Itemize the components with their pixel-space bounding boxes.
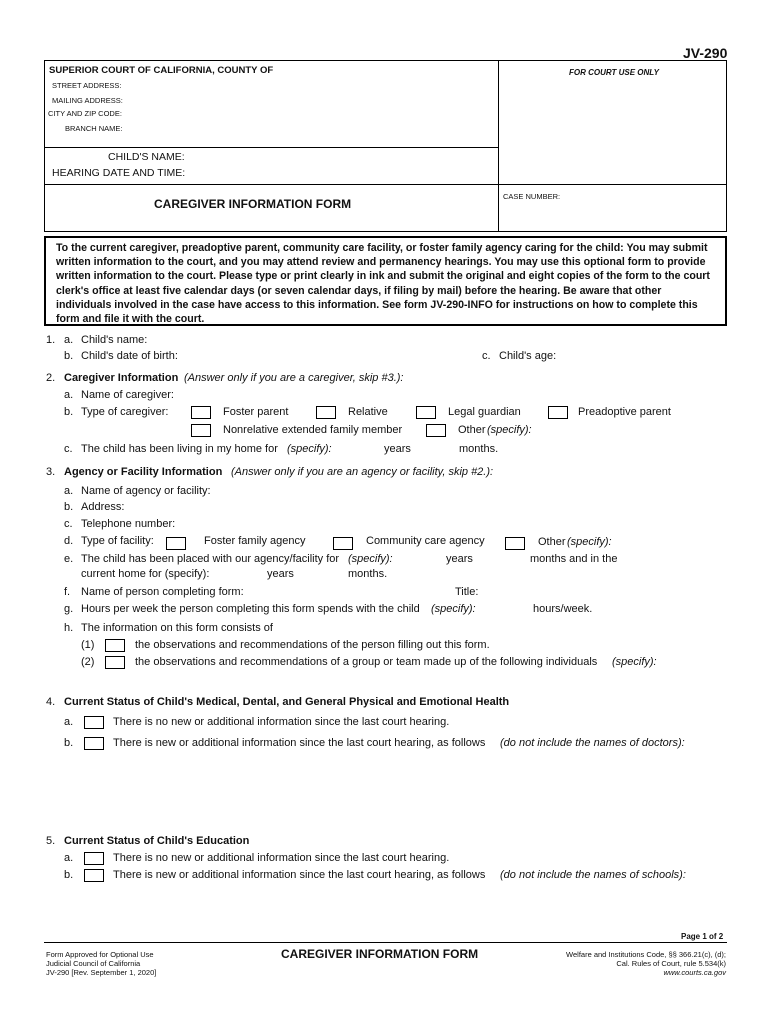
form-number: JV-290 bbox=[683, 45, 728, 61]
facility-type-label: Type of facility: bbox=[81, 535, 154, 547]
foster-parent-label: Foster parent bbox=[223, 406, 289, 418]
header-divider bbox=[498, 60, 499, 232]
preadoptive-parent-checkbox[interactable] bbox=[548, 406, 568, 419]
section1-a-label: a. bbox=[64, 334, 74, 346]
section2-b-label: b. bbox=[64, 406, 74, 418]
hearing-date-label: HEARING DATE AND TIME: bbox=[52, 167, 186, 179]
section3-c-label: c. bbox=[64, 518, 73, 530]
foster-agency-checkbox[interactable] bbox=[166, 537, 186, 550]
section2-title: Caregiver Information bbox=[64, 372, 179, 384]
court-use-only-label: FOR COURT USE ONLY bbox=[569, 68, 659, 77]
section5-a-label: a. bbox=[64, 852, 74, 864]
section3-g-label: g. bbox=[64, 603, 74, 615]
relative-checkbox[interactable] bbox=[316, 406, 336, 419]
section2-number: 2. bbox=[46, 372, 56, 384]
group-observations-checkbox[interactable] bbox=[105, 656, 125, 669]
section1-c-label: c. bbox=[482, 350, 491, 362]
section4-number: 4. bbox=[46, 696, 56, 708]
caregiver-other-label: Other bbox=[458, 424, 486, 436]
h1-label: (1) bbox=[81, 639, 95, 651]
section4-title: Current Status of Child's Medical, Dental, and General Physical and Emotional Health bbox=[64, 696, 510, 708]
section4-b-label: b. bbox=[64, 737, 74, 749]
case-number-label: CASE NUMBER: bbox=[503, 192, 561, 201]
section1-b-label: b. bbox=[64, 350, 74, 362]
preadoptive-parent-label: Preadoptive parent bbox=[578, 406, 671, 418]
education-no-new-info-label: There is no new or additional information since the last court hearing. bbox=[113, 852, 450, 864]
education-new-info-label: There is new or additional information since the last court hearing, as follows bbox=[113, 869, 486, 881]
agency-name-label: Name of agency or facility: bbox=[81, 485, 211, 497]
agency-address-label: Address: bbox=[81, 501, 125, 513]
branch-name-label: BRANCH NAME: bbox=[65, 124, 123, 133]
footer-rule bbox=[44, 942, 727, 943]
person-completing-label: Name of person completing form: bbox=[81, 586, 244, 598]
living-duration-label: The child has been living in my home for bbox=[81, 443, 278, 455]
section3-f-label: f. bbox=[64, 586, 71, 598]
footer-rules: Cal. Rules of Court, rule 5.534(k) bbox=[616, 959, 726, 968]
group-observations-specify: (specify): bbox=[612, 656, 657, 668]
information-consists-label: The information on this form consists of bbox=[81, 622, 273, 634]
footer-revision: JV-290 [Rev. September 1, 2020] bbox=[46, 968, 157, 977]
living-duration-specify: (specify): bbox=[287, 443, 332, 455]
placement-years-label: years bbox=[446, 553, 473, 565]
footer-title: CAREGIVER INFORMATION FORM bbox=[281, 947, 479, 961]
section2-title-note: (Answer only if you are a caregiver, skip #3.): bbox=[184, 372, 404, 384]
mailing-address-label: MAILING ADDRESS: bbox=[52, 96, 123, 105]
caregiver-type-label: Type of caregiver: bbox=[81, 406, 169, 418]
section3-b-label: b. bbox=[64, 501, 74, 513]
court-info-bottom-line bbox=[44, 147, 499, 148]
caregiver-name-label: Name of caregiver: bbox=[81, 389, 174, 401]
health-new-info-note: (do not include the names of doctors): bbox=[500, 737, 685, 749]
page-number: Page 1 of 2 bbox=[681, 932, 724, 941]
individual-observations-label: the observations and recommendations of the person filling out this form. bbox=[135, 639, 490, 651]
hours-per-week-label: Hours per week the person completing this form spends with the child bbox=[81, 603, 420, 615]
community-care-label: Community care agency bbox=[366, 535, 485, 547]
facility-other-checkbox[interactable] bbox=[505, 537, 525, 550]
education-new-info-note: (do not include the names of schools): bbox=[500, 869, 686, 881]
section5-number: 5. bbox=[46, 835, 56, 847]
child-info-bottom-line bbox=[44, 184, 727, 185]
group-observations-label: the observations and recommendations of a group or team made up of the following individuals bbox=[135, 656, 598, 668]
caregiver-other-checkbox[interactable] bbox=[426, 424, 446, 437]
living-months-label: months. bbox=[459, 443, 499, 455]
current-home-label: current home for (specify): bbox=[81, 568, 210, 580]
childs-name-field-label: Child's name: bbox=[81, 334, 148, 346]
instructions-notice: To the current caregiver, preadoptive parent, community care facility, or foster family agency caring for the child: You may submit written information to the court, and you may attend review and permanency hearings. You may use this optional form to provide written information to the court. Please type or print clearly in ink and submit the original and eight copies of the form to the court clerk's office at least five calendar days (or seven calendar days, if filing by mail) before the hearing. Be aware that other individuals involved in the case have access to this information. See form JV-290-INFO for instructions on how to complete this form and file it with the court. bbox=[44, 236, 727, 326]
health-new-info-checkbox[interactable] bbox=[84, 737, 104, 750]
section3-h-label: h. bbox=[64, 622, 74, 634]
agency-phone-label: Telephone number: bbox=[81, 518, 176, 530]
section2-a-label: a. bbox=[64, 389, 74, 401]
caregiver-other-specify: (specify): bbox=[487, 424, 532, 436]
section4-a-label: a. bbox=[64, 716, 74, 728]
community-care-checkbox[interactable] bbox=[333, 537, 353, 550]
section1-number: 1. bbox=[46, 334, 56, 346]
section3-number: 3. bbox=[46, 466, 56, 478]
childs-dob-field-label: Child's date of birth: bbox=[81, 350, 178, 362]
form-title: CAREGIVER INFORMATION FORM bbox=[154, 197, 352, 211]
placement-duration-label: The child has been placed with our agency/facility for bbox=[81, 553, 340, 565]
header-box bbox=[44, 60, 727, 232]
childs-age-field-label: Child's age: bbox=[499, 350, 557, 362]
hours-per-week-specify: (specify): bbox=[431, 603, 476, 615]
legal-guardian-label: Legal guardian bbox=[448, 406, 521, 418]
section5-title: Current Status of Child's Education bbox=[64, 835, 250, 847]
hours-unit-label: hours/week. bbox=[533, 603, 593, 615]
relative-label: Relative bbox=[348, 406, 388, 418]
health-no-new-info-label: There is no new or additional information since the last court hearing. bbox=[113, 716, 450, 728]
section5-b-label: b. bbox=[64, 869, 74, 881]
nonrelative-member-label: Nonrelative extended family member bbox=[223, 424, 403, 436]
education-no-new-info-checkbox[interactable] bbox=[84, 852, 104, 865]
education-new-info-checkbox[interactable] bbox=[84, 869, 104, 882]
individual-observations-checkbox[interactable] bbox=[105, 639, 125, 652]
section3-title-note: (Answer only if you are an agency or facility, skip #2.): bbox=[231, 466, 494, 478]
footer-approved: Form Approved for Optional Use bbox=[46, 950, 154, 959]
facility-other-label: Other bbox=[538, 536, 566, 548]
section2-c-label: c. bbox=[64, 443, 73, 455]
section3-a-label: a. bbox=[64, 485, 74, 497]
h2-label: (2) bbox=[81, 656, 95, 668]
current-home-years-label: years bbox=[267, 568, 294, 580]
childs-name-label: CHILD'S NAME: bbox=[108, 151, 185, 163]
foster-agency-label: Foster family agency bbox=[204, 535, 306, 547]
legal-guardian-checkbox[interactable] bbox=[416, 406, 436, 419]
facility-other-specify: (specify): bbox=[567, 536, 612, 548]
footer-website[interactable]: www.courts.ca.gov bbox=[663, 968, 726, 977]
section3-e-label: e. bbox=[64, 553, 74, 565]
section3-d-label: d. bbox=[64, 535, 74, 547]
section3-title: Agency or Facility Information bbox=[64, 466, 223, 478]
person-title-label: Title: bbox=[455, 586, 479, 598]
city-zip-label: CITY AND ZIP CODE: bbox=[48, 109, 122, 118]
placement-duration-specify: (specify): bbox=[348, 553, 393, 565]
nonrelative-member-checkbox[interactable] bbox=[191, 424, 211, 437]
health-new-info-label: There is new or additional information since the last court hearing, as follows bbox=[113, 737, 486, 749]
street-address-label: STREET ADDRESS: bbox=[52, 81, 122, 90]
court-title: SUPERIOR COURT OF CALIFORNIA, COUNTY OF bbox=[49, 65, 274, 76]
footer-code: Welfare and Institutions Code, §§ 366.21(c), (d); bbox=[566, 950, 726, 959]
placement-months-label: months and in the bbox=[530, 553, 618, 565]
footer-council: Judicial Council of California bbox=[46, 959, 141, 968]
current-home-months-label: months. bbox=[348, 568, 388, 580]
health-no-new-info-checkbox[interactable] bbox=[84, 716, 104, 729]
living-years-label: years bbox=[384, 443, 411, 455]
foster-parent-checkbox[interactable] bbox=[191, 406, 211, 419]
